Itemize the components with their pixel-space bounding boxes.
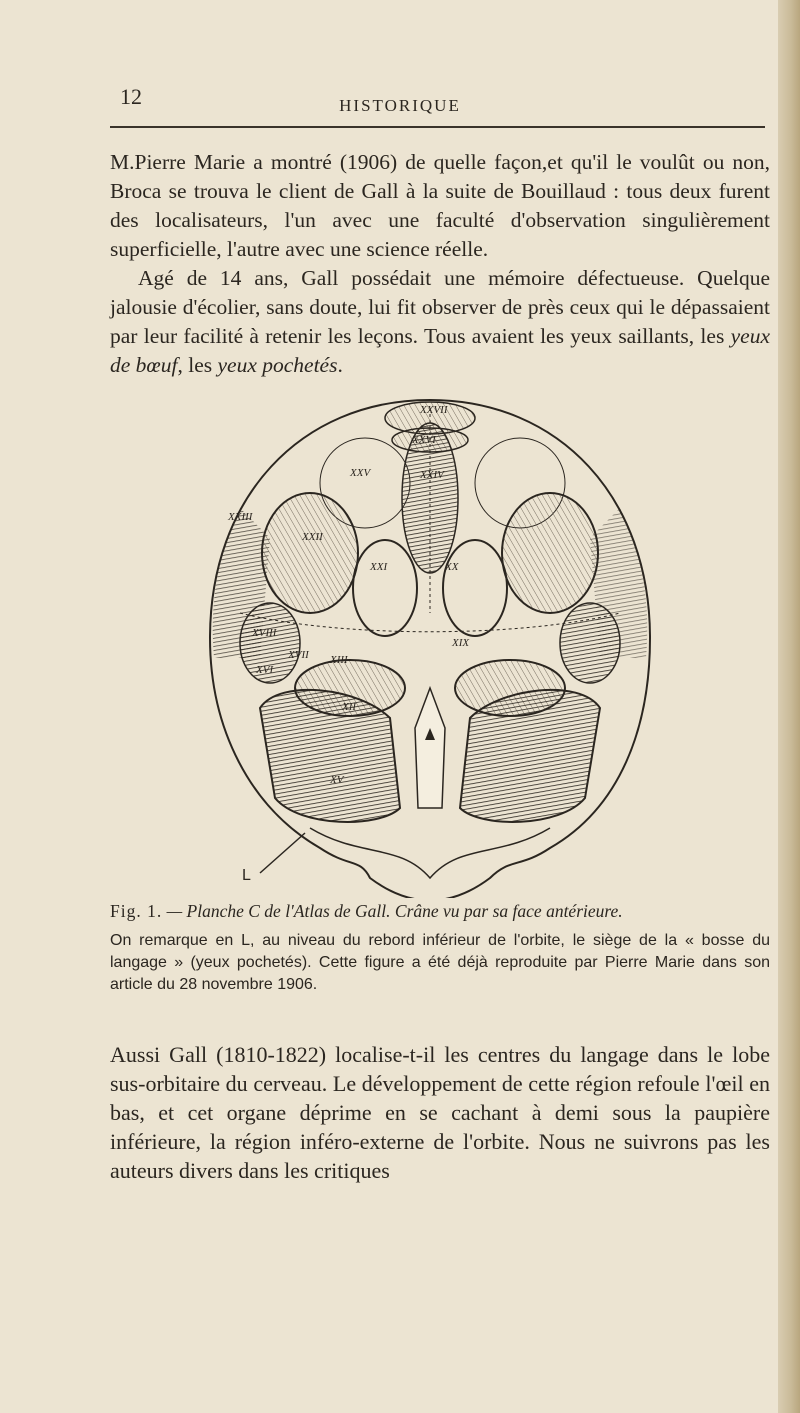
label-xvi: XVI (256, 664, 274, 676)
figure-note: On remarque en L, au niveau du rebord inférieur de l'orbite, le siège de la « bosse du langage » (yeux pochetés). Cette figure a été déjà reproduite par Pierre Marie dans son article du 28 novembre 1906. (110, 932, 770, 993)
paragraph-2: Agé de 14 ans, Gall possédait une mémoire défectueuse. Quelque jalousie d'écolier, sans doute, lui fit observer de près ceux qui le dépassaient par leur facilité à retenir les leçons. Tous avaient les yeux saillants, les yeux de bœuf, les yeux pochetés. (110, 266, 770, 377)
label-xix: XIX (452, 637, 470, 649)
body-text-top (110, 148, 770, 380)
skull-illustration (180, 388, 680, 898)
emphasis-yeux-de-boeuf: yeux de bœuf (110, 324, 770, 377)
running-head: HISTORIQUE (339, 96, 461, 115)
label-xviii: XVIII (252, 627, 277, 639)
figure-caption-text: — Planche C de l'Atlas de Gall. Crâne vu par sa face antérieure. (162, 901, 623, 921)
label-xxvii: XXVII (420, 404, 448, 416)
label-xxii: XXII (302, 531, 323, 543)
emphasis-yeux-pochetes: yeux pochetés (217, 353, 338, 377)
label-xx: XX (445, 561, 459, 573)
page-number: 12 (120, 84, 142, 109)
paragraph-3: Aussi Gall (1810-1822) localise-t-il les centres du langage dans le lobe sus-orbitaire du cerveau. Le développement de cette région refoule l'œil en bas, et cet organe déprime en se cachant à demi sous la paupière inférieure, la région inféro-externe de l'orbite. Nous ne suivrons pas les auteurs divers dans les critiques (110, 1042, 770, 1183)
label-xv: XV (330, 774, 344, 786)
label-xxi: XXI (370, 561, 388, 573)
label-xii: XII (342, 701, 357, 713)
label-xiii: XIII (330, 654, 348, 666)
page-edge (778, 0, 800, 1413)
header-rule (110, 126, 765, 128)
paragraph-1: M.Pierre Marie a montré (1906) de quelle façon,et qu'il le voulût ou non, Broca se trouva le client de Gall à la suite de Bouillaud : tous deux furent des localisateurs, l'un avec une faculté d'observation singulièrement superficielle, l'autre avec une science réelle. (110, 150, 770, 261)
label-xxiv: XXIV (420, 469, 444, 481)
label-xxvi: XXVI (412, 434, 436, 446)
label-xxiii: XXIII (228, 511, 253, 523)
label-l: L (242, 867, 251, 884)
figure-number: Fig. 1. (110, 901, 163, 921)
skull-engraving-figure (180, 388, 680, 898)
figure-caption (110, 900, 770, 923)
label-xxv: XXV (350, 467, 371, 479)
label-xvii: XVII (288, 649, 309, 661)
body-text-bottom (110, 1040, 770, 1185)
